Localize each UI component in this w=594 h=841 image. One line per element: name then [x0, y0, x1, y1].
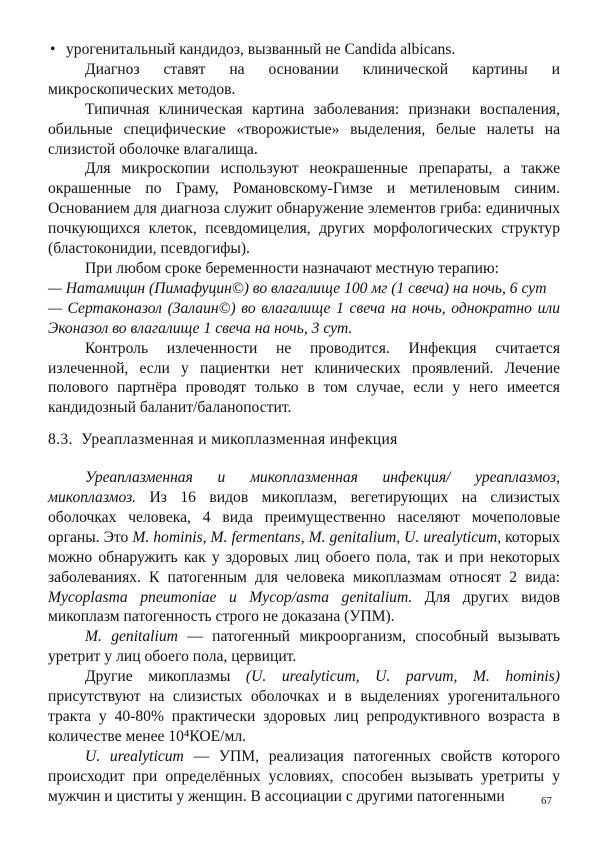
bullet-item: [48, 40, 560, 60]
page-number: 67: [541, 795, 552, 807]
paragraph-clinical-picture: Типичная клиническая картина заболевания: признаки воспаления, обильные специфические «творожистые» выделения, белые налеты на слизистой оболочке влагалища.: [48, 100, 560, 158]
others-text-2: присутствуют на слизистых оболочках и в выделениях урогенитального тракта у 40-80% практически здоровых лиц репродуктивного возраста в количестве менее 10⁴КОЕ/мл.: [48, 688, 560, 745]
section-title: Уреаплазменная и микоплазменная инфекция: [81, 431, 398, 449]
others-species: (U. urealyticum, U. parvum, M. hominis): [245, 668, 560, 686]
bullet-text: урогенитальный кандидоз, вызванный не Candida albicans.: [66, 41, 456, 58]
paragraph-control: Контроль излеченности не проводится. Инфекция считается излеченной, если у пациентки нет клинических проявлений. Лечение полового партнёра проводят только в том случае, если у него имеется кандидозный баланит/баланопостит.: [48, 339, 560, 417]
genitalium-term: M. genitalium: [85, 628, 178, 646]
prescription-sertaconazole: — Сертаконазол (Залаин©) во влагалище 1 свеча на ночь, однократно или Эконазол во влагалище 1 свеча на ночь, 3 сут.: [48, 299, 560, 337]
paragraph-other-mycoplasmas: [48, 667, 560, 747]
intro-species: M. hominis, M. fermentans, M. genitalium, U. urealyticum,: [132, 528, 502, 546]
document-page: [48, 40, 560, 807]
section-number: 8.3.: [48, 431, 73, 449]
paragraph-microscopy: Для микроскопии используют неокрашенные препараты, а также окрашенные по Граму, Романовскому-Гимзе и метиленовым синим. Основанием для диагноза служит обнаружение элементов гриба: единичных почкующихся клеток, псевдомицелия, других морфологических структур (бластоконидии, псевдогифы).: [48, 160, 560, 258]
intro-pathogens: Mycoplasma pneumoniae и Mycop/asma genitalium.: [48, 588, 413, 606]
others-text-1: Другие микоплазмы: [85, 668, 246, 686]
paragraph-urealyticum: [48, 747, 560, 807]
urealyticum-text: — УПМ, реализация патогенных свойств которого происходит при определённых условиях, способен вызывать уретриты у мужчин и циститы у женщин. В ассоциации с другими патогенными: [48, 747, 560, 805]
intro-text-2: которых можно обнаружить как у здоровых лиц обоего пола, так и при некоторых заболеваниях. К патогенным для человека микоплазмам относят 2 вида:: [48, 528, 560, 586]
bullet-mark: •: [50, 41, 56, 58]
urealyticum-term: U. urealyticum: [85, 747, 184, 765]
intro-term: Уреаплазменная и микоплазменная инфекция/ уреаплазмоз, микоплазмоз.: [48, 469, 560, 507]
paragraph-intro: [48, 468, 560, 627]
paragraph-diagnosis: Диагноз ставят на основании клинической картины и микроскопических методов.: [48, 60, 560, 98]
intro-text-1: Из 16 видов микоплазм, вегетирующих на слизистых оболочках человека, 4 вида преимущественно населяют мочеполовые органы. Это: [48, 489, 560, 546]
prescription-natamycin: — Натамицин (Пимафуцин©) во влагалище 100 мг (1 свеча) на ночь, 6 сут: [48, 279, 547, 297]
intro-text-3: Для других видов микоплазм патогенность строго не доказана (УПМ).: [48, 588, 560, 626]
genitalium-text: — патогенный микроорганизм, способный вызывать уретрит у лиц обоего пола, цервицит.: [48, 628, 560, 666]
section-heading: [48, 430, 560, 450]
paragraph-therapy: При любом сроке беременности назначают местную терапию:: [85, 259, 499, 277]
paragraph-genitalium: [48, 627, 560, 667]
